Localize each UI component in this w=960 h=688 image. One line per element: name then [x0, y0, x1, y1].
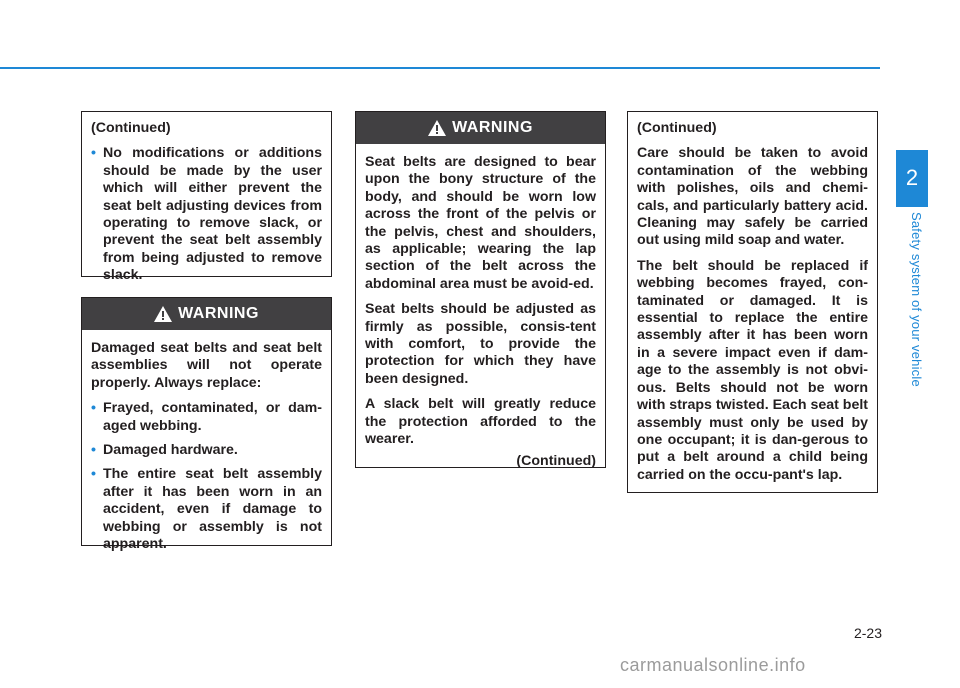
watermark: carmanualsonline.info	[620, 655, 806, 675]
bullet-item	[91, 400, 322, 435]
warning-paragraph: A slack belt will greatly reduce the protection afforded to the wearer.	[365, 396, 596, 448]
warning-paragraph: Seat belts are designed to bear upon the bony structure of the body, and should be worn low across the front of the pelvis or the pelvis, chest and shoulders, as applicable; wearing the lap section of the belt across the abdominal area must be avoid-ed.	[365, 154, 596, 292]
bullet-item	[91, 442, 322, 459]
bullet-dot-icon: •	[91, 442, 96, 459]
page-number: 2-23	[853, 625, 882, 641]
bullet-item	[91, 145, 322, 284]
chapter-number-tab: 2	[896, 150, 928, 206]
warning-label: WARNING	[178, 305, 259, 322]
bullet-dot-icon: •	[91, 400, 96, 417]
warning-intro: Damaged seat belts and seat belt assemblies will not operate properly. Always replace:	[91, 340, 322, 391]
bullet-text: No modifications or additions should be made by the user which will either prevent the seat belt adjusting devices from operating to remove slack, or prevent the seat belt assembly from being adjusted to remove slack.	[103, 145, 322, 284]
warning-box-seat-belt-design	[355, 111, 606, 468]
bullet-text: Damaged hardware.	[103, 442, 238, 459]
warning-label: WARNING	[452, 119, 533, 136]
continued-box-right	[627, 111, 878, 493]
continued-label: (Continued)	[91, 120, 171, 136]
bullet-item	[91, 466, 322, 553]
warning-header	[356, 112, 605, 144]
warning-box-damaged-belts	[81, 297, 332, 553]
warning-paragraph: Seat belts should be adjusted as firmly as possible, consis-tent with comfort, to provide the protection for which they have been designed.	[365, 301, 596, 387]
warning-triangle-icon	[428, 120, 446, 136]
box-paragraph: The belt should be replaced if webbing becomes frayed, con-taminated or damaged. It is essential to replace the entire assembly after it has been worn in a severe impact even if dam-age to the assembly is not obvi-ous. Belts should not be worn with straps twisted. Each seat belt assembly must only be used by one occupant; it is dan-gerous to put a belt around a child being carried on the occu-pant's lap.	[637, 257, 869, 483]
bullet-text: Frayed, contaminated, or dam-aged webbing.	[103, 400, 322, 434]
warning-triangle-icon	[154, 306, 172, 322]
chapter-divider	[896, 206, 928, 207]
header-rule	[0, 67, 880, 69]
bullet-dot-icon: •	[91, 145, 96, 162]
warning-header	[82, 298, 331, 330]
continued-box-left	[81, 111, 332, 284]
bullet-dot-icon: •	[91, 466, 96, 483]
box-paragraph: Care should be taken to avoid contamination of the webbing with polishes, oils and chemi-cals, and particularly battery acid. Cleaning may safely be carried out using mild soap and water.	[637, 145, 868, 249]
chapter-title: Safety system of your vehicle	[909, 212, 924, 387]
bullet-text: The entire seat belt assembly after it has been worn in an accident, even if damage to webbing or assembly is not apparent.	[103, 466, 322, 553]
continued-label: (Continued)	[516, 452, 596, 469]
continued-label: (Continued)	[637, 120, 717, 136]
